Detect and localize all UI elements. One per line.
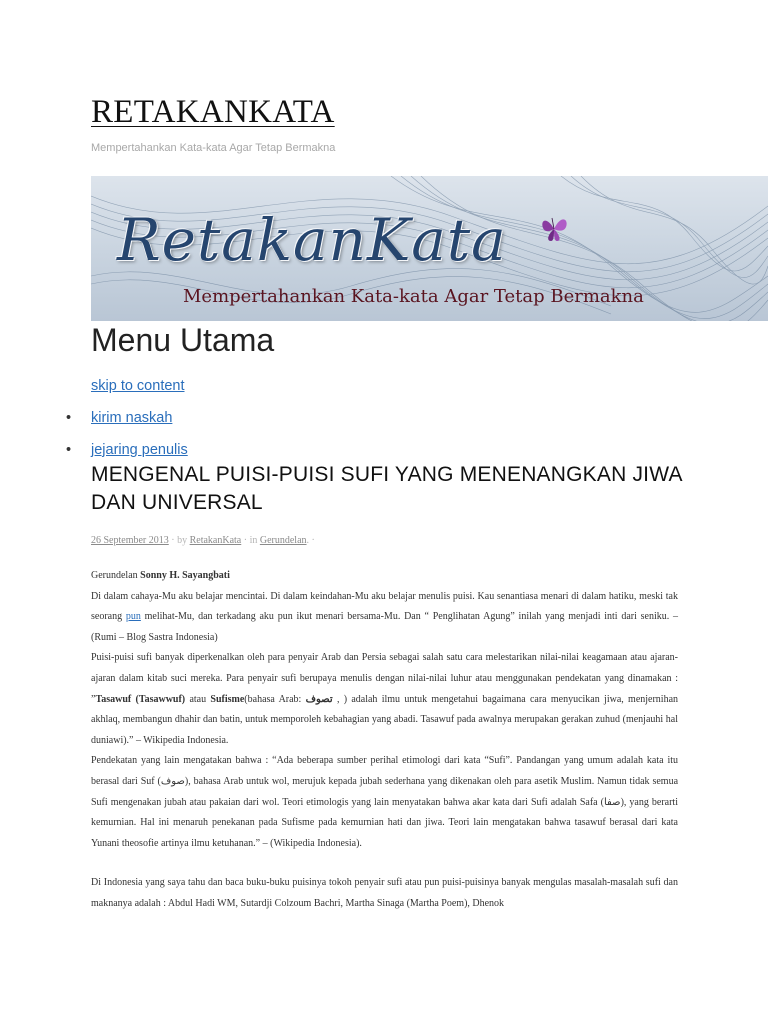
p2-text-e: , ) adalah ilmu untuk mengetahui bagaimana cara menyucikan jiwa, menjernihan akhlaq, membangun dhahir dan batin, untuk memporoleh kebahagian yang abadi. Tasawuf pada awalnya merupakan gerakan zuhud (menjauhi hal duniawi).” – Wikipedia Indonesia. — [91, 693, 679, 746]
p1-text-b: melihat-Mu, dan terkadang aku pun ikut menari bersama-Mu. Dan “ Penglihatan Agung” inilah yang menjadi inti dari seniku. – (Rumi – Blog Sastra Indonesia) — [91, 611, 679, 643]
p3-text-a: Pendekatan yang lain mengatakan bahwa : “Ada beberapa sumber perihal etimologi dari kata “Sufi”. Pandangan yang umum adalah kata itu berasal dari Suf ( — [91, 755, 678, 787]
butterfly-icon — [539, 214, 569, 244]
p1-text-a: Di dalam cahaya-Mu aku belajar mencintai. Di dalam keindahan-Mu aku belajar menulis puisi. Kau senantiasa menari di dalam hatiku, meski tak seorang — [91, 590, 678, 623]
post-title: MENGENAL PUISI-PUISI SUFI YANG MENENANGKAN JIWA DAN UNIVERSAL — [91, 463, 682, 514]
site-title[interactable]: RETAKANKATA — [91, 94, 335, 130]
post-meta-by: · by — [171, 535, 188, 546]
p2-text-d: (bahasa Arab: — [244, 693, 302, 705]
p3-text-c: ), yang berarti kemurnian. Hal ini menaruh penekanan pada Sufisme pada kemurnian hati dan jiwa. Teori lain mengatakan bahwa tasawuf berasal dari kata Yunani theosofie artinya ilmu ketuhanan.” – (Wikipedia Indonesia). — [91, 796, 678, 849]
post-meta-in: · in — [243, 535, 258, 546]
paragraph-rumi-quote — [91, 587, 678, 649]
menu-link-kirim-naskah[interactable]: kirim naskah — [91, 410, 173, 426]
inline-link-pun[interactable]: pun — [125, 611, 141, 623]
paragraph-etymology — [91, 751, 678, 854]
post-meta-tail: . · — [306, 535, 315, 546]
byline-author: Sonny H. Sayangbati — [140, 570, 230, 581]
post-content — [91, 566, 678, 915]
menu-title: Menu Utama — [91, 322, 275, 358]
post-category-link[interactable]: Gerundelan — [259, 535, 307, 546]
post-author-link[interactable]: RetakanKata — [189, 535, 242, 546]
p2-bold-sufisme: Sufisme — [210, 693, 245, 705]
p3-arabic-safa: صفا — [603, 796, 621, 808]
p2-bold-tasawuf: Tasawuf (Tasawwuf) — [95, 693, 186, 705]
skip-to-content-link[interactable]: skip to content — [91, 378, 185, 394]
bullet-icon: • — [66, 442, 72, 458]
byline — [91, 566, 678, 587]
paragraph-gap — [91, 854, 678, 873]
p3-arabic-suf: صوف — [160, 775, 185, 787]
header-banner[interactable] — [91, 176, 768, 321]
post-date-link[interactable]: 26 September 2013 — [91, 535, 169, 546]
byline-prefix: Gerundelan — [91, 570, 138, 581]
p3-text-b: ), bahasa Arab untuk wol, merujuk kepada jubah sederhana yang dikenakan oleh para asetik Muslim. Namun tidak semua Sufi mengenakan jubah atau pakaian dari wol. Teori etimologis yang lain menyatakan bahwa akar kata dari Sufi adalah Safa ( — [91, 775, 679, 808]
menu-item-kirim-naskah — [66, 410, 172, 426]
p2-arabic: تصوف — [305, 693, 333, 705]
p2-text-c: atau — [189, 693, 207, 705]
paragraph-sufi-intro — [91, 648, 678, 751]
site-tagline: Mempertahankan Kata-kata Agar Tetap Bermakna — [91, 142, 336, 154]
bullet-icon: • — [66, 410, 72, 426]
menu-link-jejaring-penulis[interactable]: jejaring penulis — [91, 442, 188, 458]
paragraph-indonesia-poets: Di Indonesia yang saya tahu dan baca buku-buku puisinya tokoh penyair sufi atau pun puisi-puisinya banyak mengulas masalah-masalah sufi dan maknanya adalah : Abdul Hadi WM, Sutardji Colzoum Bachri, Martha Sinaga (Martha Poem), Dhenok — [91, 877, 678, 909]
post-meta — [91, 535, 315, 546]
banner-logo-text: RetakanKata — [117, 206, 507, 274]
menu-item-jejaring-penulis — [66, 442, 188, 458]
banner-subtitle: Mempertahankan Kata-kata Agar Tetap Bermakna — [183, 286, 644, 307]
p2-text-a: Puisi-puisi sufi banyak diperkenalkan oleh para penyair Arab dan Persia sebagai salah satu cara melestarikan nilai-nilai keagamaan atau ajaran-ajaran dalam kitab suci mereka. Para penyair sufi berupaya menulis dengan nilai-nilai luhur atau menggunakan pendekatan yang dinamakan : ” — [91, 652, 678, 705]
